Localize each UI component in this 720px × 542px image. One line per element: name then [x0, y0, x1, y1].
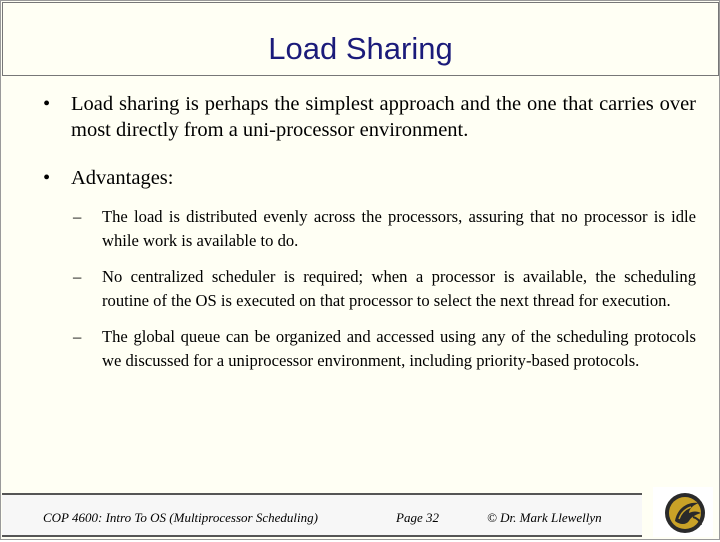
sub-bullet-text: No centralized scheduler is required; when a processor is available, the scheduling routine of the OS is executed on that processor to select the next thread for execution.	[102, 267, 696, 310]
bullet-item	[31, 165, 696, 191]
bullet-item	[31, 91, 696, 143]
ucf-pegasus-logo-icon	[653, 487, 713, 537]
sub-bullet-text: The load is distributed evenly across the processors, assuring that no processor is idle while work is available to do.	[102, 207, 696, 250]
sub-bullet-mark: –	[73, 207, 82, 226]
bullet-mark: •	[43, 93, 51, 115]
slide-title: Load Sharing	[268, 31, 453, 66]
sub-bullet-item	[31, 265, 696, 313]
sub-bullet-text: The global queue can be organized and accessed using any of the scheduling protocols we discussed for a uniprocessor environment, including priority-based protocols.	[102, 327, 696, 370]
title-box	[2, 2, 719, 76]
slide-content	[31, 91, 696, 373]
bullet-mark: •	[43, 167, 51, 189]
footer-author: © Dr. Mark Llewellyn	[487, 510, 602, 525]
bullet-text: Load sharing is perhaps the simplest approach and the one that carries over most directly from a uni-processor environment.	[71, 93, 696, 141]
sub-bullet-item	[31, 205, 696, 253]
bullet-text: Advantages:	[71, 167, 174, 189]
sub-bullet-mark: –	[73, 267, 82, 286]
footer-course: COP 4600: Intro To OS (Multiprocessor Scheduling)	[43, 510, 318, 525]
sub-bullet-mark: –	[73, 327, 82, 346]
footer-page-number: Page 32	[396, 510, 439, 525]
sub-bullet-item	[31, 325, 696, 373]
